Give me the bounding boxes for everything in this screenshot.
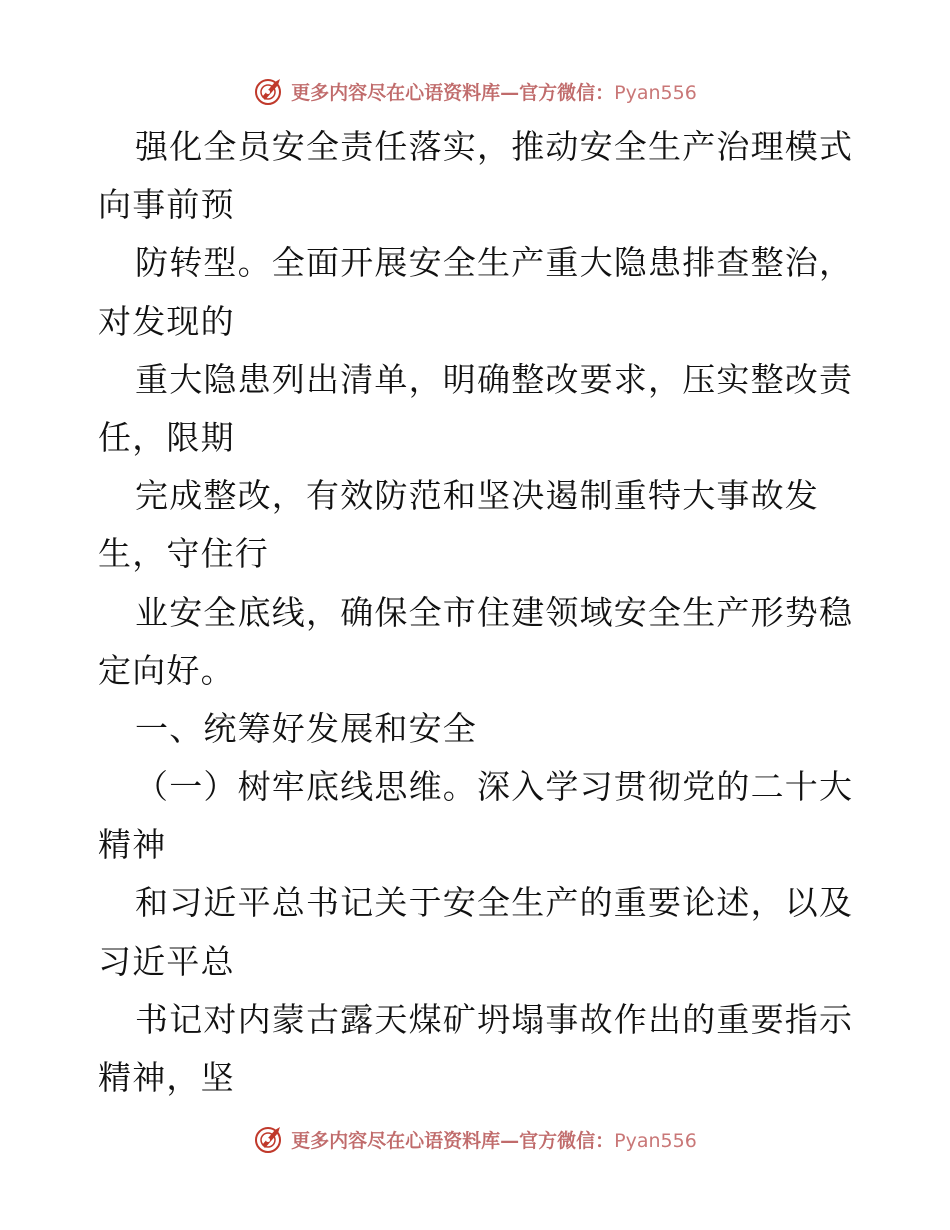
header-banner-text: 更多内容尽在心语资料库—官方微信：Pyan556	[291, 81, 697, 104]
text-line: （一）树牢底线思维。深入学习贯彻党的二十大	[135, 767, 854, 807]
text-line: 精神	[98, 825, 167, 865]
text-line: 强化全员安全责任落实，推动安全生产治理模式	[135, 127, 854, 166]
footer-banner-text: 更多内容尽在心语资料库—官方微信：Pyan556	[291, 1129, 697, 1152]
text-line: 精神，坚	[98, 1058, 235, 1097]
text-line: 业安全底线，确保全市住建领域安全生产形势稳	[135, 592, 854, 632]
text-line: 定向好。	[98, 650, 235, 690]
text-line: 生，守住行	[98, 534, 269, 574]
section-heading: 一、统筹好发展和安全	[135, 708, 477, 748]
text-line: 向事前预	[98, 185, 235, 225]
text-line: 任，限期	[98, 417, 235, 457]
text-line: 习近平总	[98, 941, 235, 981]
footer-banner	[0, 1119, 950, 1159]
pen-nib-logo-icon	[253, 1123, 285, 1155]
header-banner	[0, 71, 950, 111]
text-line: 防转型。全面开展安全生产重大隐患排查整治，	[135, 243, 854, 283]
text-line: 对发现的	[98, 301, 235, 341]
text-line: 和习近平总书记关于安全生产的重要论述，以及	[135, 883, 854, 923]
body-text	[98, 118, 858, 1107]
header-wechat-id: Pyan556	[614, 81, 697, 104]
footer-wechat-id: Pyan556	[614, 1129, 697, 1152]
text-line: 完成整改，有效防范和坚决遏制重特大事故发	[135, 476, 819, 516]
text-line: 重大隐患列出清单，明确整改要求，压实整改责	[135, 359, 854, 399]
text-line: 书记对内蒙古露天煤矿坍塌事故作出的重要指示	[135, 999, 854, 1039]
pen-nib-logo-icon	[253, 75, 285, 107]
